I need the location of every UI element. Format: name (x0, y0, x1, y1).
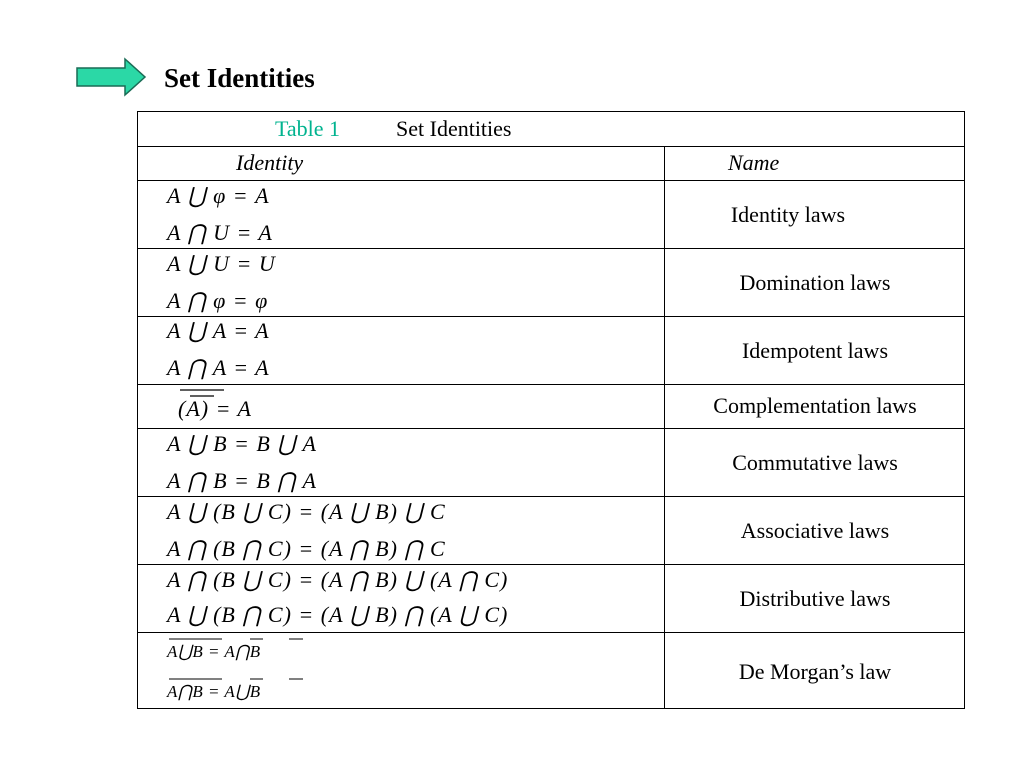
law-name: Identity laws (730, 202, 846, 227)
table-divider (138, 146, 964, 147)
slide-title: Set Identities (164, 63, 315, 93)
table-caption-text: Set Identities (396, 116, 512, 141)
table-row (138, 428, 964, 496)
identity-formula: A⋃B = A⋂B (167, 642, 261, 661)
identity-formula: A⋂B = A⋃B (167, 682, 261, 701)
table-row (138, 496, 964, 564)
identity-formula: A ⋃ A = A (167, 318, 270, 343)
identity-formula: A ⋃ (B ⋂ C) = (A ⋃ B) ⋂ (A ⋃ C) (167, 602, 509, 627)
identity-formula: A ⋃ U = U (167, 251, 276, 276)
table-row (138, 248, 964, 316)
law-name: De Morgan’s law (738, 659, 892, 684)
table-caption (138, 112, 964, 146)
column-header-name: Name (728, 150, 780, 175)
law-name: Domination laws (739, 270, 891, 295)
right-arrow-icon (75, 57, 147, 97)
identity-formula: A ⋂ (B ⋂ C) = (A ⋂ B) ⋂ C (167, 536, 446, 561)
law-name: Commutative laws (732, 450, 898, 475)
law-name: Idempotent laws (741, 338, 889, 363)
law-name: Associative laws (740, 518, 890, 543)
set-identities-table (137, 111, 965, 709)
identity-formula: A ⋃ φ = A (167, 183, 270, 208)
identity-formula: A ⋂ B = B ⋂ A (167, 468, 317, 493)
identity-formula: A ⋂ φ = φ (167, 288, 269, 313)
identity-formula: A ⋃ (B ⋃ C) = (A ⋃ B) ⋃ C (167, 499, 446, 524)
table-row (138, 564, 964, 632)
table-row (138, 384, 964, 428)
identity-formula: (A) = A (178, 396, 252, 421)
identity-formula: A ⋃ B = B ⋃ A (167, 431, 317, 456)
law-name: Complementation laws (713, 393, 917, 418)
column-header-identity: Identity (236, 150, 304, 175)
table-caption-label: Table 1 (275, 116, 341, 141)
identity-formula: A ⋂ A = A (167, 355, 270, 380)
identity-formula: A ⋂ U = A (167, 220, 273, 245)
law-name: Distributive laws (739, 586, 891, 611)
table-row (138, 180, 964, 248)
table-row (138, 632, 964, 710)
table-row (138, 316, 964, 384)
identity-formula: A ⋂ (B ⋃ C) = (A ⋂ B) ⋃ (A ⋂ C) (167, 567, 509, 592)
